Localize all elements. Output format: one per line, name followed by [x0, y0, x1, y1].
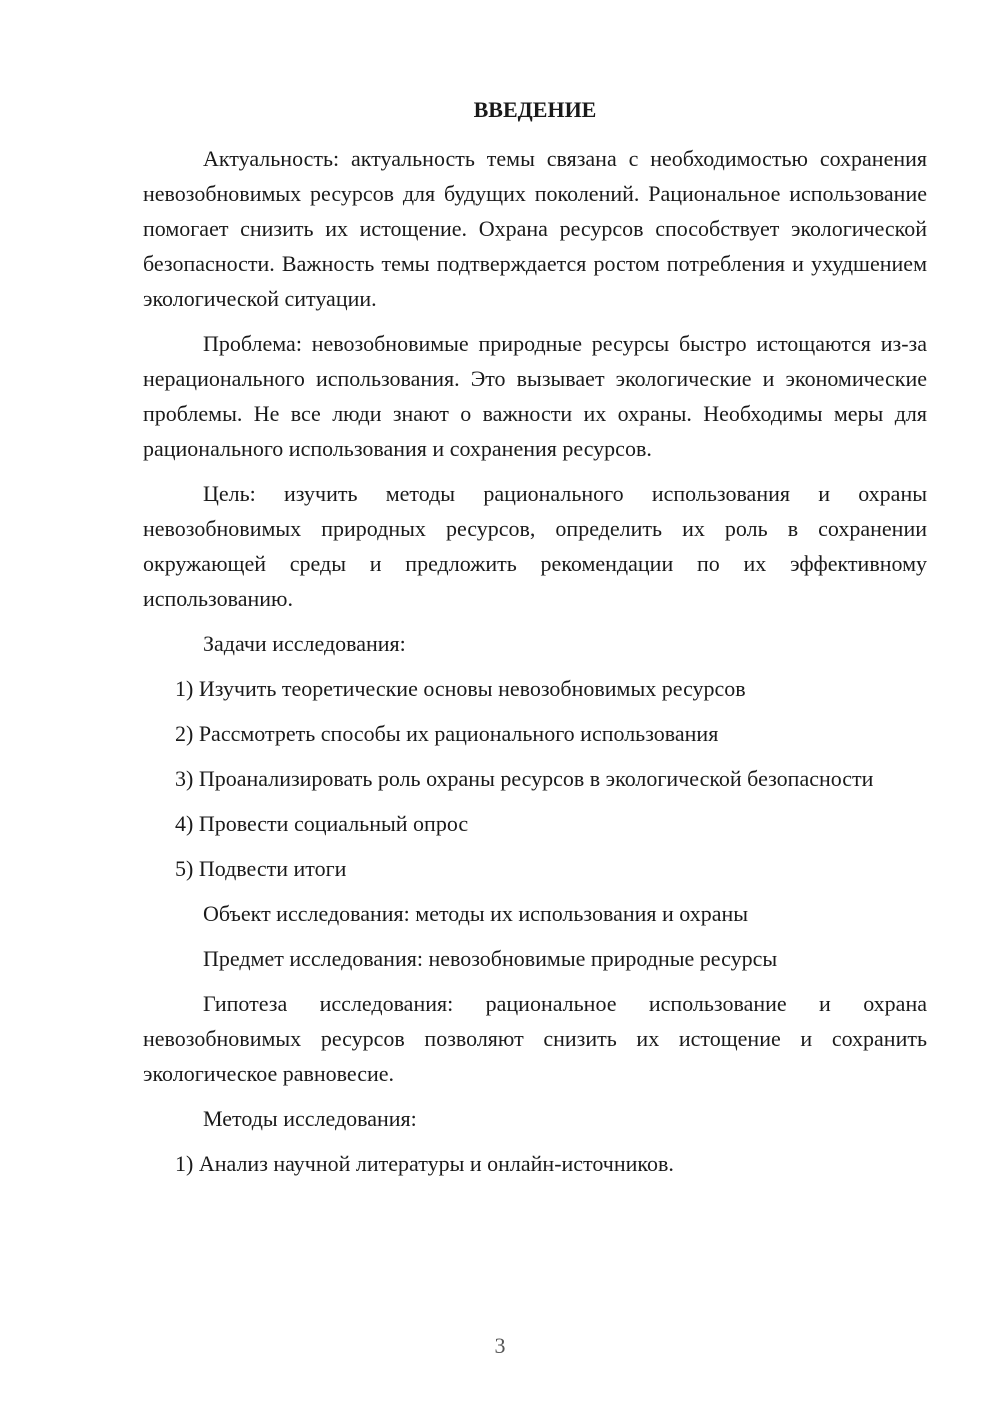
tasks-heading: Задачи исследования:	[203, 631, 406, 656]
task-item: 5) Подвести итоги	[175, 856, 347, 881]
hypothesis-paragraph: Гипотеза исследования: рациональное использование и охрана невозобновимых ресурсов позволяют снизить их истощение и сохранить экологическое равновесие.	[143, 991, 927, 1086]
research-object: Объект исследования: методы их использования и охраны	[203, 901, 749, 926]
task-item: 1) Изучить теоретические основы невозобновимых ресурсов	[175, 676, 746, 701]
task-item: 2) Рассмотреть способы их рационального использования	[175, 721, 719, 746]
problem-paragraph: Проблема: невозобновимые природные ресурсы быстро истощаются из-за нерационального использования. Это вызывает экологические и экономические проблемы. Не все люди знают о важности их охраны. Необходимы меры для рационального использования и сохранения ресурсов.	[143, 331, 927, 461]
relevance-paragraph: Актуальность: актуальность темы связана с необходимостью сохранения невозобновимых ресурсов для будущих поколений. Рациональное использование помогает снизить их истощение. Охрана ресурсов способствует экологической безопасности. Важность темы подтверждается ростом потребления и ухудшением экологической ситуации.	[143, 146, 927, 311]
goal-paragraph: Цель: изучить методы рационального использования и охраны невозобновимых природных ресурсов, определить их роль в сохранении окружающей среды и предложить рекомендации по их эффективному использованию.	[143, 481, 927, 611]
research-subject: Предмет исследования: невозобновимые природные ресурсы	[203, 946, 778, 971]
page-number: 3	[494, 1333, 506, 1358]
page-content	[143, 92, 927, 1191]
page-title: ВВЕДЕНИЕ	[473, 97, 597, 122]
method-item: 1) Анализ научной литературы и онлайн-источников.	[175, 1151, 674, 1176]
task-item: 4) Провести социальный опрос	[175, 811, 469, 836]
methods-heading: Методы исследования:	[203, 1106, 417, 1131]
task-item: 3) Проанализировать роль охраны ресурсов в экологической безопасности	[175, 766, 874, 791]
